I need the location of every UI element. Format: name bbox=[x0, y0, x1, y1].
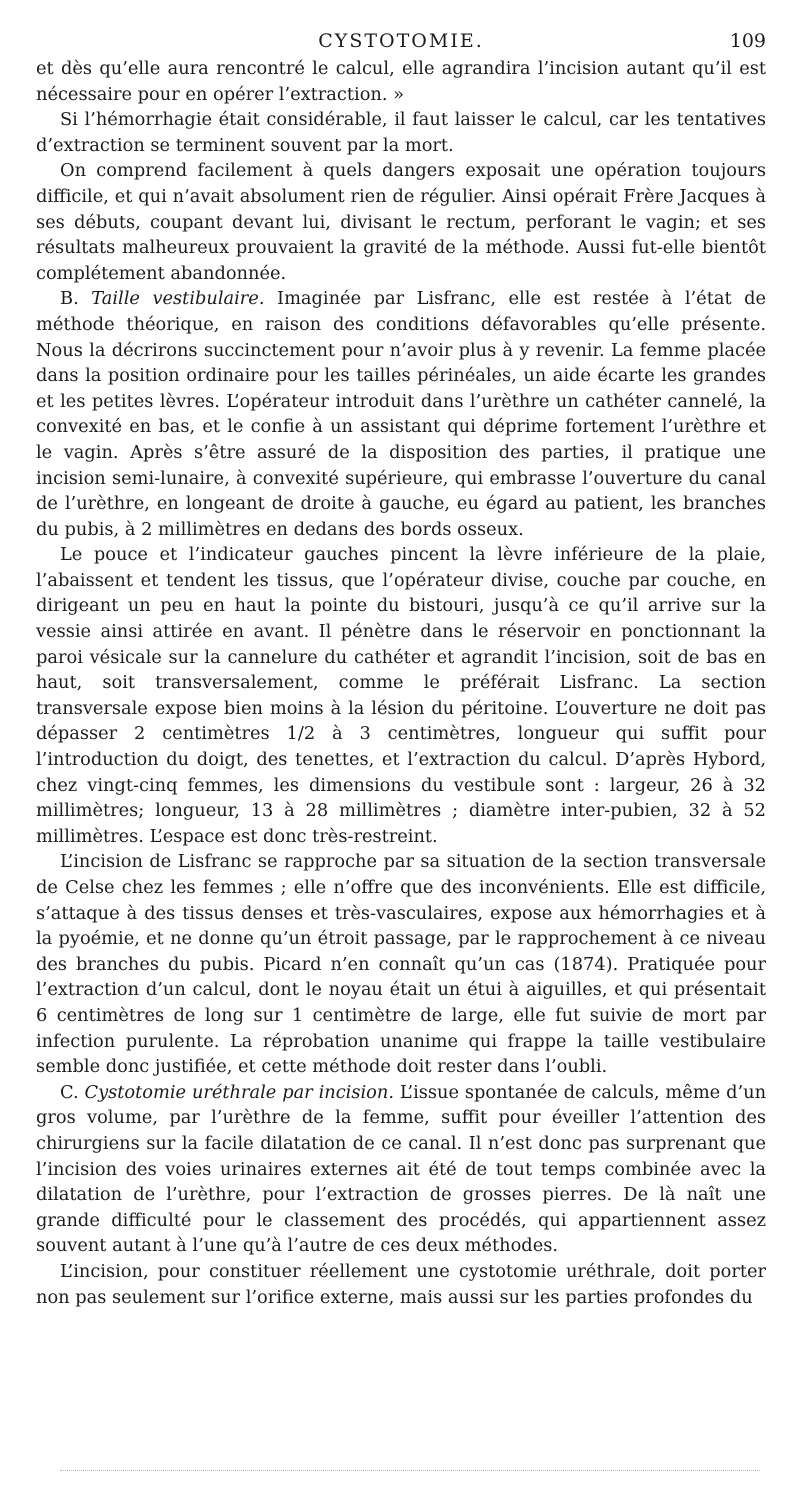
section-label: B. bbox=[60, 288, 79, 310]
body-text bbox=[36, 56, 766, 1310]
section-heading: Taille vestibulaire. bbox=[91, 288, 265, 310]
paragraph bbox=[36, 158, 766, 286]
paragraph-text: L’incision, pour constituer réellement une cystotomie uréthrale, doit porter non pas seulement sur l’orifice externe, mais aussi sur les parties profondes du bbox=[36, 1260, 766, 1308]
paragraph bbox=[36, 286, 766, 542]
section-heading: Cystotomie uréthrale par incision. bbox=[84, 1081, 394, 1103]
paragraph-text: Imaginée par Lisfranc, elle est restée à l’état de méthode théorique, en raison des conditions défavorables qu’elle présente. Nous la décrirons succinctement pour n’avoir plus à y revenir. La femme placée dans la position ordinaire pour les tailles périnéales, un aide écarte les grandes et les petites lèvres. L’opérateur introduit dans l’urèthre un cathéter cannelé, la convexité en bas, et le confie à un assistant qui déprime fortement l’urèthre et le vagin. Après s’être assuré de la disposition des parties, il pratique une incision semi-lunaire, à convexité supérieure, qui embrasse l’ouverture du canal de l’urèthre, en longeant de droite à gauche, eu égard au patient, les branches du pubis, à 2 millimètres en dedans des bords osseux. bbox=[36, 288, 767, 540]
paragraph-text: L’incision de Lisfranc se rapproche par sa situation de la section transversale de Celse chez les femmes ; elle n’offre que des inconvénients. Elle est difficile, s’attaque à des tissus denses et très-vasculaires, expose aux hémorrhagies et à la pyoémie, et ne donne qu’un étroit passage, par le rapprochement à ce niveau des branches du pubis. Picard n’en connaît qu’un cas (1874). Pratiquée pour l’extraction d’un calcul, dont le noyau était un étui à aiguilles, et qui présentait 6 centimètres de long sur 1 centimètre de large, elle fut suivie de mort par infection purulente. La réprobation unanime qui frappe la taille vestibulaire semble donc justifiée, et cette méthode doit rester dans l’oubli. bbox=[36, 851, 766, 1078]
running-title: CYSTOTOMIE. bbox=[318, 30, 484, 52]
paragraph-text: On comprend facilement à quels dangers exposait une opération toujours difficile, et qui n’avait absolument rien de régulier. Ainsi opérait Frère Jacques à ses débuts, coupant devant lui, divisant le rectum, perforant le vagin; et ses résultats malheureux prouvaient la gravité de la méthode. Aussi fut-elle bientôt complétement abandonnée. bbox=[36, 160, 766, 284]
paragraph-text: et dès qu’elle aura rencontré le calcul, elle agrandira l’incision autant qu’il est nécessaire pour en opérer l’extraction. » bbox=[36, 58, 766, 105]
paragraph bbox=[36, 56, 766, 107]
paragraph-text: Le pouce et l’indicateur gauches pincent la lèvre inférieure de la plaie, l’abaissent et tendent les tissus, que l’opérateur divise, couche par couche, en dirigeant un peu en haut la pointe du bistouri, jusqu’à ce qu’il arrive sur la vessie ainsi attirée en avant. Il pénètre dans le réservoir en ponctionnant la paroi vésicale sur la cannelure du cathéter et agrandit l’incision, soit de bas en haut, soit transversalement, comme le préférait Lisfranc. La section transversale expose bien moins à la lésion du péritoine. L’ouverture ne doit pas dépasser 2 centimètres 1/2 à 3 centimètres, longueur qui suffit pour l’introduction du doigt, des tenettes, et l’extraction du calcul. D’après Hybord, chez vingt-cinq femmes, les dimensions du vestibule sont : largeur, 26 à 32 millimètres; longueur, 13 à 28 millimètres ; diamètre inter-pubien, 32 à 52 millimètres. L’espace est donc très-restreint. bbox=[36, 544, 766, 847]
paragraph-text: L’issue spontanée de calculs, même d’un gros volume, par l’urèthre de la femme, suffit pour éveiller l’attention des chirurgiens sur la facile dilatation de ce canal. Il n’est donc pas surprenant que l’incision des voies urinaires externes ait été de tout temps combinée avec la dilatation de l’urèthre, pour l’extraction de grosses pierres. De là naît une grande difficulté pour le classement des procédés, qui appartiennent assez souvent autant à l’une qu’à l’autre de ces deux méthodes. bbox=[36, 1081, 767, 1257]
running-header bbox=[36, 0, 766, 56]
paragraph-text: Si l’hémorrhagie était considérable, il faut laisser le calcul, car les tentatives d’extraction se terminent souvent par la mort. bbox=[36, 109, 766, 156]
section-label: C. bbox=[60, 1081, 79, 1103]
page-number: 109 bbox=[729, 30, 766, 52]
paragraph bbox=[36, 542, 766, 849]
paragraph bbox=[36, 1259, 766, 1310]
book-page bbox=[36, 0, 766, 1310]
paragraph bbox=[36, 1080, 766, 1259]
paragraph bbox=[36, 849, 766, 1079]
paragraph bbox=[36, 107, 766, 158]
footer-rule bbox=[60, 1470, 760, 1471]
